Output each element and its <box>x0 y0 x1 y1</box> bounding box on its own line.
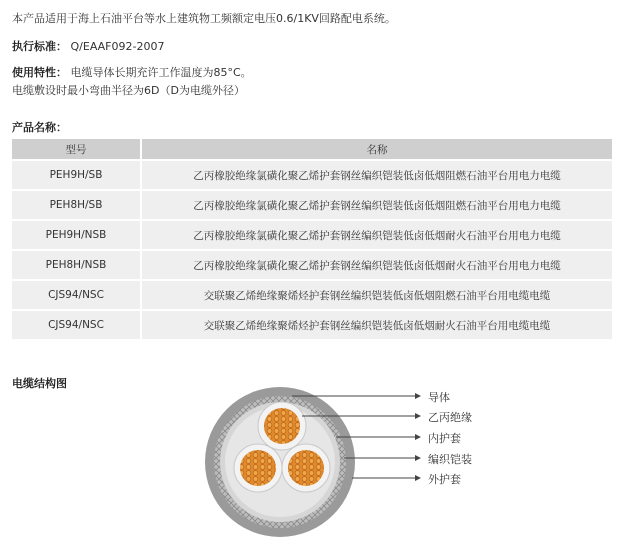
label-insulation: 乙丙绝缘 <box>428 411 472 424</box>
standard-label: 执行标准： <box>12 40 67 53</box>
row-name: 交联聚乙烯绝缘聚烯烃护套钢丝编织铠装低卤低烟阻燃石油平台用电缆电缆 <box>141 280 612 310</box>
table-row <box>12 220 612 250</box>
table-row <box>12 280 612 310</box>
conductor <box>264 408 300 444</box>
row-name: 乙丙橡胶绝缘氯磺化聚乙烯护套钢丝编织铠装低卤低烟耐火石油平台用电力电缆 <box>141 220 612 250</box>
row-model: CJS94/NSC <box>12 310 141 339</box>
header-name: 名称 <box>141 139 612 160</box>
row-name: 乙丙橡胶绝缘氯磺化聚乙烯护套钢丝编织铠装低卤低烟阻燃石油平台用电力电缆 <box>141 160 612 190</box>
label-outer-sheath: 外护套 <box>428 473 461 486</box>
features-line-1 <box>12 64 252 80</box>
structure-title: 电缆结构图 <box>12 377 67 390</box>
row-model: PEH9H/SB <box>12 160 141 190</box>
standard-value: Q/EAAF092-2007 <box>70 40 165 53</box>
label-conductor: 导体 <box>428 391 450 404</box>
table-row <box>12 310 612 339</box>
row-model: CJS94/NSC <box>12 280 141 310</box>
conductor <box>288 450 324 486</box>
label-armour: 编织铠装 <box>428 453 472 466</box>
table-row <box>12 250 612 280</box>
cable-cross-section-diagram <box>0 380 620 545</box>
row-name: 乙丙橡胶绝缘氯磺化聚乙烯护套钢丝编织铠装低卤低烟耐火石油平台用电力电缆 <box>141 250 612 280</box>
features-text-2: 电缆敷设时最小弯曲半径为6D（D为电缆外径） <box>12 84 245 97</box>
header-model: 型号 <box>12 139 141 160</box>
core-left <box>234 444 282 492</box>
conductor <box>240 450 276 486</box>
core-right <box>282 444 330 492</box>
table-header-row <box>12 139 612 160</box>
table-row <box>12 190 612 220</box>
row-name: 交联聚乙烯绝缘聚烯烃护套钢丝编织铠装低卤低烟耐火石油平台用电缆电缆 <box>141 310 612 339</box>
row-model: PEH8H/NSB <box>12 250 141 280</box>
row-name: 乙丙橡胶绝缘氯磺化聚乙烯护套钢丝编织铠装低卤低烟阻燃石油平台用电力电缆 <box>141 190 612 220</box>
table-row <box>12 160 612 190</box>
features-label: 使用特性： <box>12 66 67 79</box>
products-table <box>12 139 612 339</box>
intro-text: 本产品适用于海上石油平台等水上建筑物工频额定电压0.6/1KV回路配电系统。 <box>12 12 396 25</box>
features-text-1: 电缆导体长期充许工作温度为85°C。 <box>70 66 252 79</box>
standard-line <box>12 38 164 54</box>
row-model: PEH9H/NSB <box>12 220 141 250</box>
core-top <box>258 402 306 450</box>
label-inner-sheath: 内护套 <box>428 432 461 445</box>
products-title: 产品名称： <box>12 121 67 134</box>
row-model: PEH8H/SB <box>12 190 141 220</box>
